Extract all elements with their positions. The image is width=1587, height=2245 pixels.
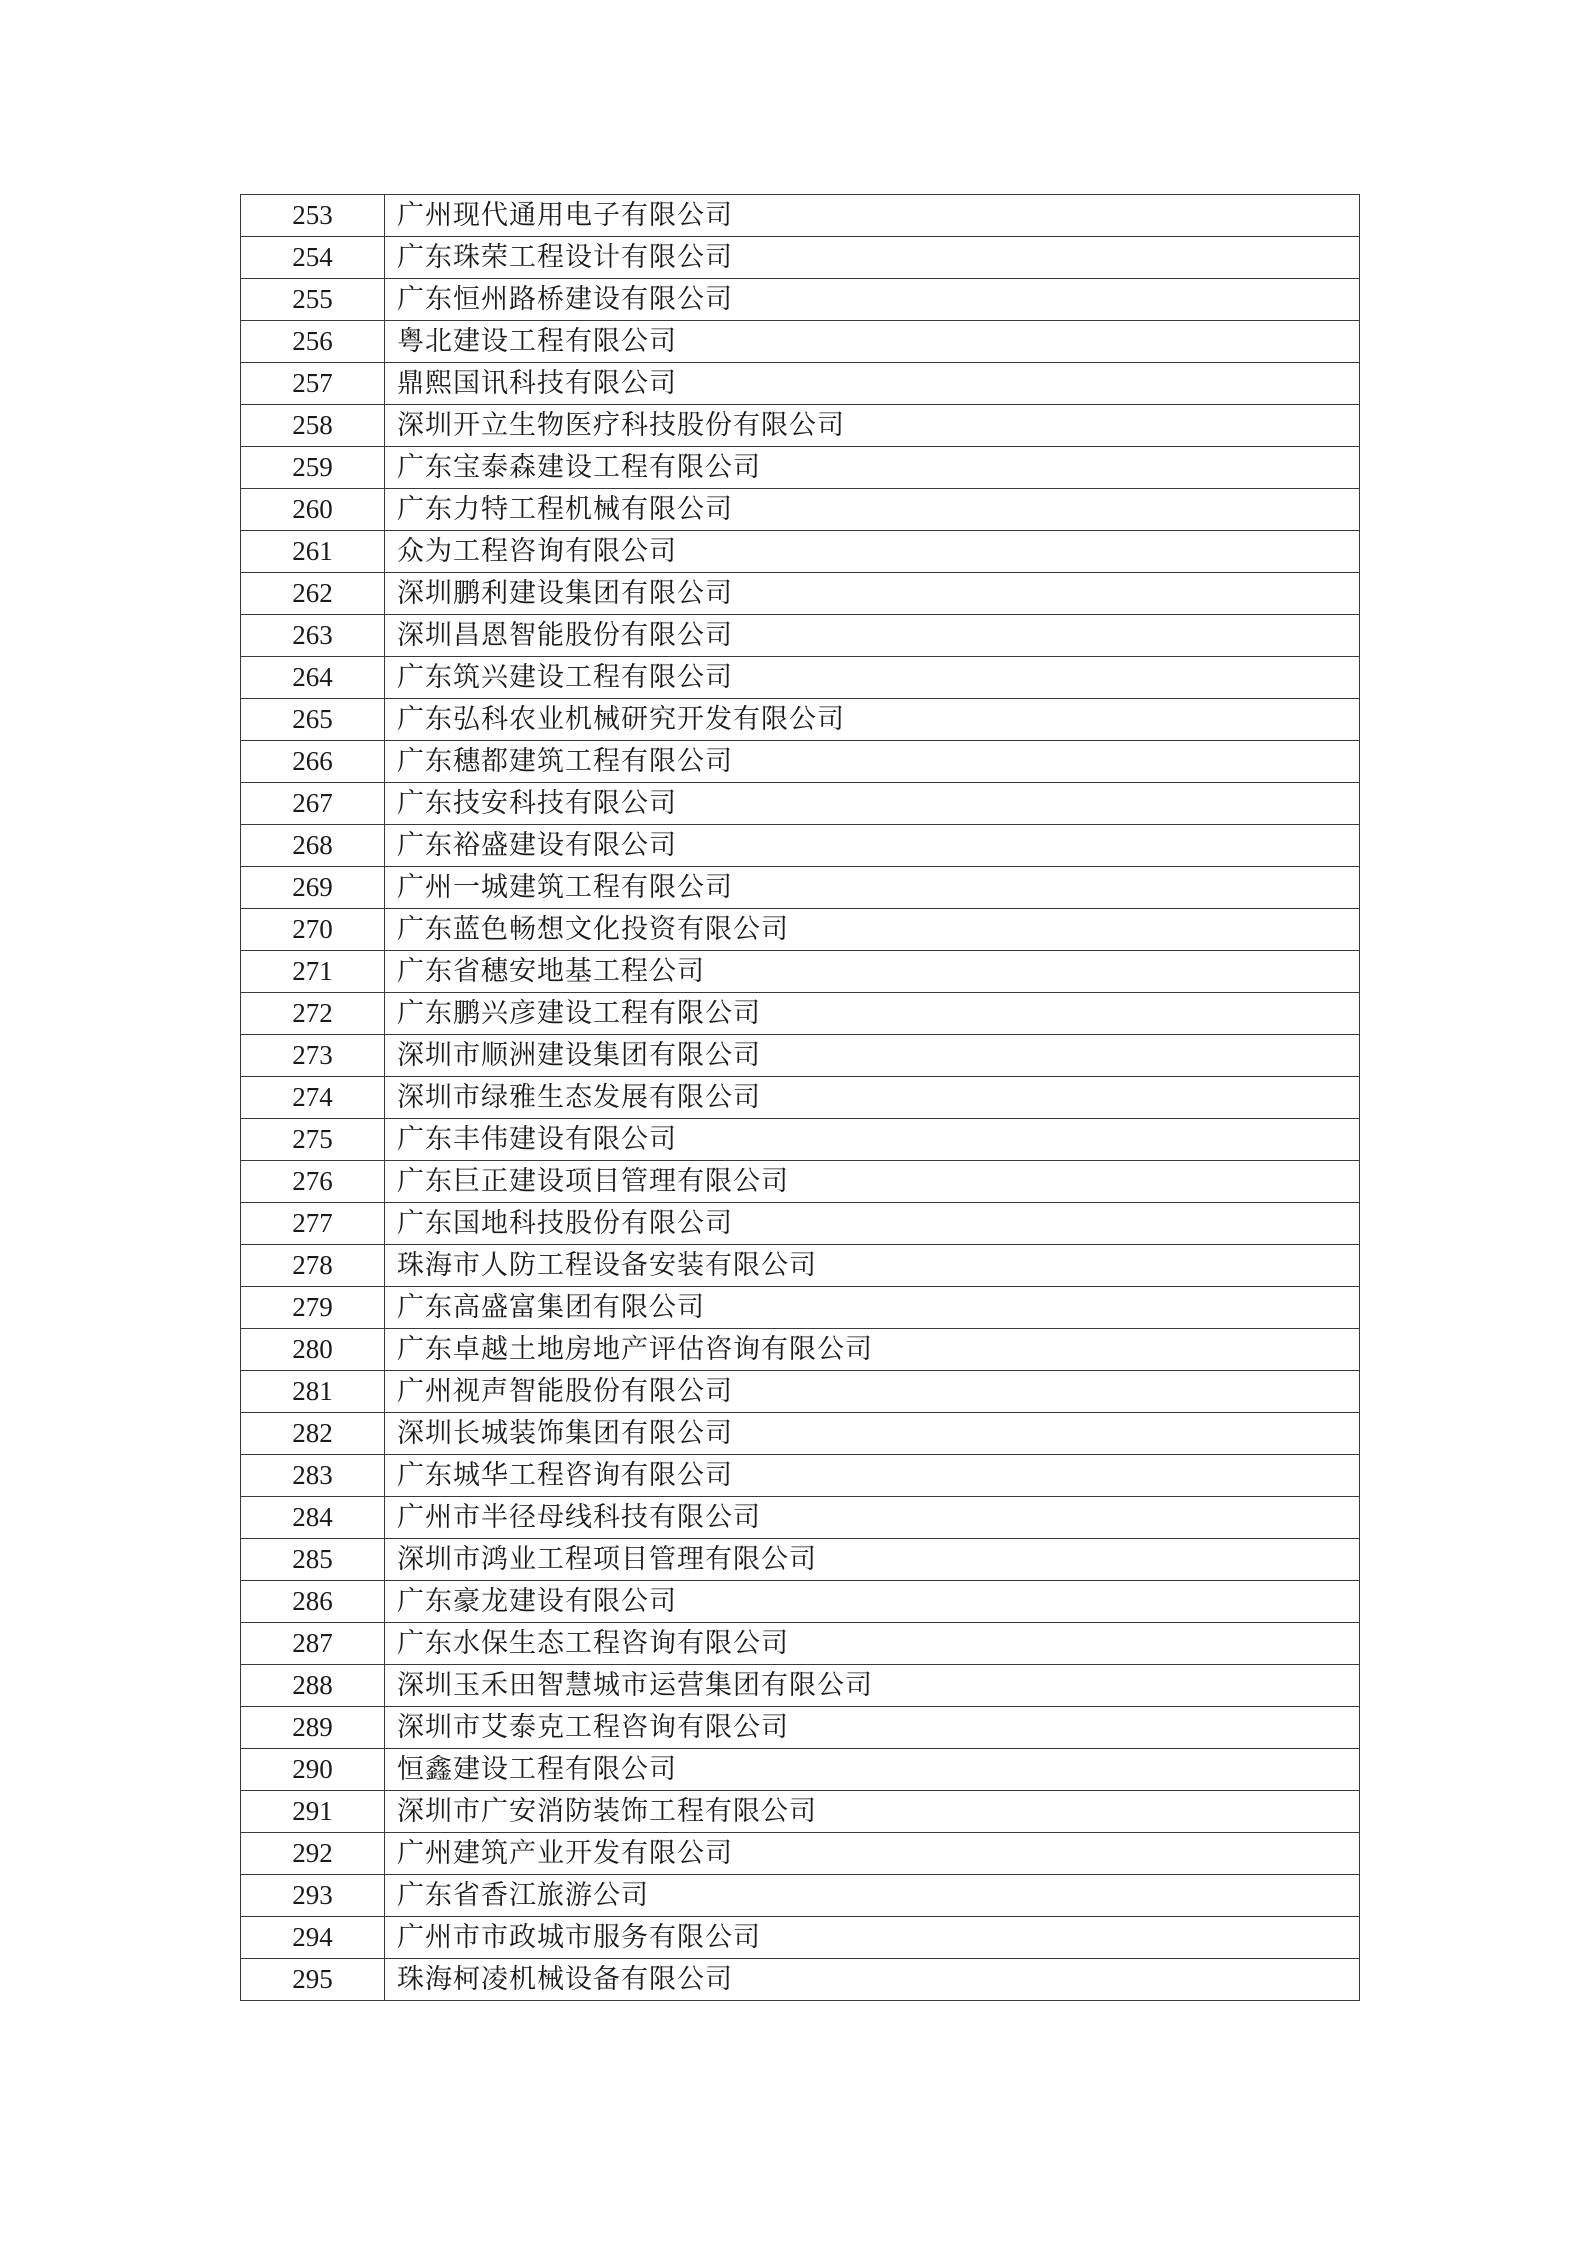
company-name: 广州视声智能股份有限公司 xyxy=(385,1371,1360,1413)
company-name: 广东豪龙建设有限公司 xyxy=(385,1581,1360,1623)
table-row xyxy=(241,1455,1360,1497)
company-name: 深圳市鸿业工程项目管理有限公司 xyxy=(385,1539,1360,1581)
company-name: 广东珠荣工程设计有限公司 xyxy=(385,237,1360,279)
table-row xyxy=(241,279,1360,321)
company-name: 广东城华工程咨询有限公司 xyxy=(385,1455,1360,1497)
row-number: 286 xyxy=(241,1581,385,1623)
table-row xyxy=(241,1119,1360,1161)
row-number: 277 xyxy=(241,1203,385,1245)
company-name: 广东技安科技有限公司 xyxy=(385,783,1360,825)
company-name: 广州建筑产业开发有限公司 xyxy=(385,1833,1360,1875)
company-name: 广东国地科技股份有限公司 xyxy=(385,1203,1360,1245)
company-list-body xyxy=(241,195,1360,2001)
row-number: 271 xyxy=(241,951,385,993)
company-name: 广东宝泰森建设工程有限公司 xyxy=(385,447,1360,489)
table-row xyxy=(241,741,1360,783)
company-name: 广州市半径母线科技有限公司 xyxy=(385,1497,1360,1539)
table-row xyxy=(241,1245,1360,1287)
row-number: 281 xyxy=(241,1371,385,1413)
row-number: 294 xyxy=(241,1917,385,1959)
table-row xyxy=(241,1875,1360,1917)
company-name: 珠海柯凌机械设备有限公司 xyxy=(385,1959,1360,2001)
row-number: 289 xyxy=(241,1707,385,1749)
company-name: 广东高盛富集团有限公司 xyxy=(385,1287,1360,1329)
company-name: 广东鹏兴彦建设工程有限公司 xyxy=(385,993,1360,1035)
company-name: 珠海市人防工程设备安装有限公司 xyxy=(385,1245,1360,1287)
company-name: 广东裕盛建设有限公司 xyxy=(385,825,1360,867)
table-row xyxy=(241,615,1360,657)
table-row xyxy=(241,699,1360,741)
table-row xyxy=(241,867,1360,909)
company-name: 广东穗都建筑工程有限公司 xyxy=(385,741,1360,783)
table-row xyxy=(241,1161,1360,1203)
company-name: 广东省穗安地基工程公司 xyxy=(385,951,1360,993)
company-name: 深圳市广安消防装饰工程有限公司 xyxy=(385,1791,1360,1833)
row-number: 265 xyxy=(241,699,385,741)
row-number: 268 xyxy=(241,825,385,867)
row-number: 274 xyxy=(241,1077,385,1119)
row-number: 295 xyxy=(241,1959,385,2001)
row-number: 256 xyxy=(241,321,385,363)
table-row xyxy=(241,1287,1360,1329)
company-name: 广东恒州路桥建设有限公司 xyxy=(385,279,1360,321)
company-name: 广州市市政城市服务有限公司 xyxy=(385,1917,1360,1959)
table-row xyxy=(241,531,1360,573)
row-number: 284 xyxy=(241,1497,385,1539)
company-name: 广东力特工程机械有限公司 xyxy=(385,489,1360,531)
table-row xyxy=(241,1329,1360,1371)
row-number: 278 xyxy=(241,1245,385,1287)
row-number: 262 xyxy=(241,573,385,615)
company-name: 广州一城建筑工程有限公司 xyxy=(385,867,1360,909)
row-number: 253 xyxy=(241,195,385,237)
company-name: 深圳鹏利建设集团有限公司 xyxy=(385,573,1360,615)
company-name: 恒鑫建设工程有限公司 xyxy=(385,1749,1360,1791)
row-number: 280 xyxy=(241,1329,385,1371)
company-name: 广东卓越土地房地产评估咨询有限公司 xyxy=(385,1329,1360,1371)
row-number: 293 xyxy=(241,1875,385,1917)
row-number: 257 xyxy=(241,363,385,405)
table-row xyxy=(241,825,1360,867)
table-row xyxy=(241,951,1360,993)
row-number: 272 xyxy=(241,993,385,1035)
table-row xyxy=(241,1203,1360,1245)
table-row xyxy=(241,1497,1360,1539)
table-row xyxy=(241,1371,1360,1413)
row-number: 285 xyxy=(241,1539,385,1581)
row-number: 270 xyxy=(241,909,385,951)
table-row xyxy=(241,195,1360,237)
table-row xyxy=(241,1917,1360,1959)
row-number: 282 xyxy=(241,1413,385,1455)
company-name: 众为工程咨询有限公司 xyxy=(385,531,1360,573)
table-row xyxy=(241,447,1360,489)
company-list-table xyxy=(240,194,1360,2001)
table-row xyxy=(241,489,1360,531)
row-number: 292 xyxy=(241,1833,385,1875)
company-name: 鼎熙国讯科技有限公司 xyxy=(385,363,1360,405)
table-row xyxy=(241,405,1360,447)
row-number: 275 xyxy=(241,1119,385,1161)
table-row xyxy=(241,909,1360,951)
table-row xyxy=(241,1077,1360,1119)
company-name: 深圳市绿雅生态发展有限公司 xyxy=(385,1077,1360,1119)
row-number: 283 xyxy=(241,1455,385,1497)
row-number: 291 xyxy=(241,1791,385,1833)
table-row xyxy=(241,1749,1360,1791)
table-row xyxy=(241,1959,1360,2001)
table-row xyxy=(241,321,1360,363)
row-number: 267 xyxy=(241,783,385,825)
row-number: 254 xyxy=(241,237,385,279)
company-name: 广东水保生态工程咨询有限公司 xyxy=(385,1623,1360,1665)
company-name: 广州现代通用电子有限公司 xyxy=(385,195,1360,237)
row-number: 264 xyxy=(241,657,385,699)
company-name: 深圳市顺洲建设集团有限公司 xyxy=(385,1035,1360,1077)
table-row xyxy=(241,1581,1360,1623)
company-name: 深圳玉禾田智慧城市运营集团有限公司 xyxy=(385,1665,1360,1707)
table-row xyxy=(241,237,1360,279)
row-number: 276 xyxy=(241,1161,385,1203)
table-row xyxy=(241,1623,1360,1665)
table-row xyxy=(241,657,1360,699)
table-row xyxy=(241,363,1360,405)
company-name: 广东筑兴建设工程有限公司 xyxy=(385,657,1360,699)
row-number: 290 xyxy=(241,1749,385,1791)
company-name: 深圳开立生物医疗科技股份有限公司 xyxy=(385,405,1360,447)
company-name: 深圳市艾泰克工程咨询有限公司 xyxy=(385,1707,1360,1749)
company-name: 广东巨正建设项目管理有限公司 xyxy=(385,1161,1360,1203)
row-number: 261 xyxy=(241,531,385,573)
company-name: 粤北建设工程有限公司 xyxy=(385,321,1360,363)
row-number: 259 xyxy=(241,447,385,489)
row-number: 273 xyxy=(241,1035,385,1077)
table-row xyxy=(241,783,1360,825)
table-row xyxy=(241,1035,1360,1077)
company-name: 广东丰伟建设有限公司 xyxy=(385,1119,1360,1161)
table-row xyxy=(241,573,1360,615)
row-number: 266 xyxy=(241,741,385,783)
table-row xyxy=(241,1665,1360,1707)
company-name: 广东省香江旅游公司 xyxy=(385,1875,1360,1917)
company-name: 广东弘科农业机械研究开发有限公司 xyxy=(385,699,1360,741)
table-row xyxy=(241,993,1360,1035)
company-name: 广东蓝色畅想文化投资有限公司 xyxy=(385,909,1360,951)
company-name: 深圳昌恩智能股份有限公司 xyxy=(385,615,1360,657)
row-number: 279 xyxy=(241,1287,385,1329)
table-row xyxy=(241,1539,1360,1581)
row-number: 260 xyxy=(241,489,385,531)
company-name: 深圳长城装饰集团有限公司 xyxy=(385,1413,1360,1455)
row-number: 287 xyxy=(241,1623,385,1665)
row-number: 263 xyxy=(241,615,385,657)
row-number: 288 xyxy=(241,1665,385,1707)
row-number: 258 xyxy=(241,405,385,447)
table-row xyxy=(241,1413,1360,1455)
table-row xyxy=(241,1833,1360,1875)
row-number: 255 xyxy=(241,279,385,321)
table-row xyxy=(241,1707,1360,1749)
row-number: 269 xyxy=(241,867,385,909)
table-row xyxy=(241,1791,1360,1833)
